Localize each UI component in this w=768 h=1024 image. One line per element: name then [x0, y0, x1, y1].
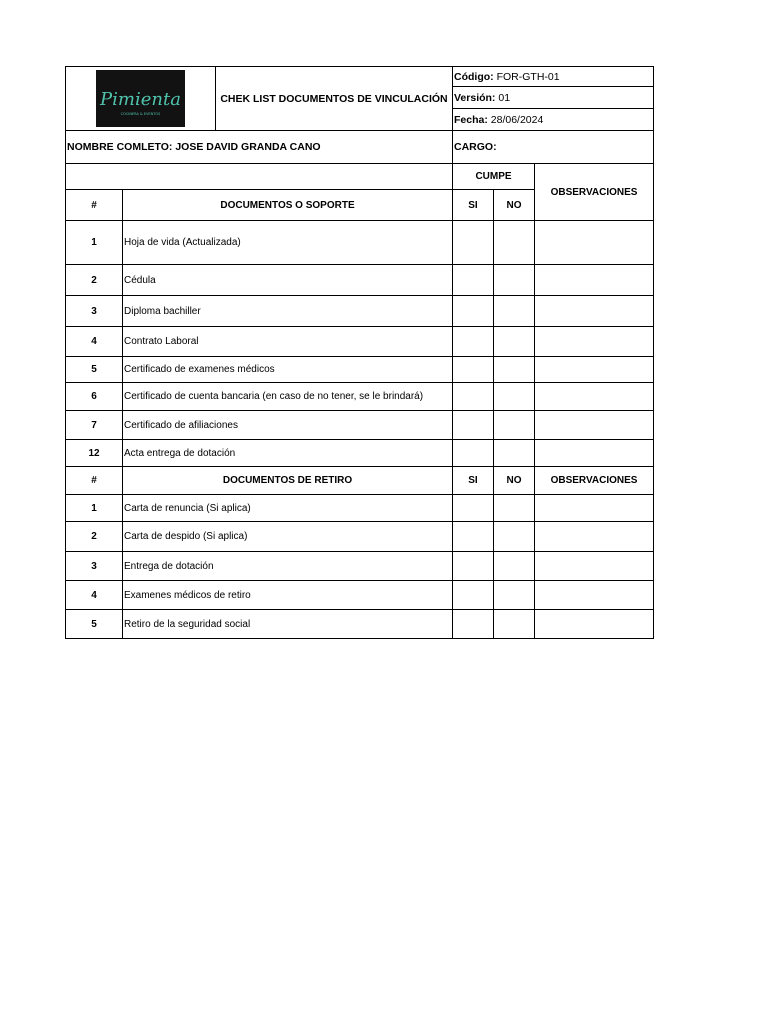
si-cell[interactable]	[453, 610, 494, 639]
table-row	[66, 495, 654, 522]
row-number: 6	[66, 383, 123, 411]
si-cell[interactable]	[453, 495, 494, 522]
no-header: NO	[494, 190, 535, 221]
table-row	[66, 221, 654, 265]
logo-cell	[66, 67, 216, 131]
row-number: 1	[66, 495, 123, 522]
observaciones-cell[interactable]	[535, 552, 654, 581]
table-row	[66, 411, 654, 440]
no-cell[interactable]	[494, 610, 535, 639]
row-number: 2	[66, 265, 123, 296]
no-cell[interactable]	[494, 383, 535, 411]
document-name: Entrega de dotación	[123, 552, 453, 581]
observaciones-cell[interactable]	[535, 265, 654, 296]
table-row	[66, 610, 654, 639]
si-cell[interactable]	[453, 440, 494, 467]
row-number: 4	[66, 581, 123, 610]
observaciones-cell[interactable]	[535, 495, 654, 522]
nombre-value: JOSE DAVID GRANDA CANO	[175, 141, 321, 153]
svg-text:COCINERA & EVENTOS: COCINERA & EVENTOS	[120, 112, 161, 116]
cargo-cell	[453, 131, 654, 164]
document-name: Hoja de vida (Actualizada)	[123, 221, 453, 265]
observaciones-cell[interactable]	[535, 221, 654, 265]
num-header: #	[66, 190, 123, 221]
row-number: 1	[66, 221, 123, 265]
observaciones-header: OBSERVACIONES	[535, 164, 654, 221]
no-cell[interactable]	[494, 327, 535, 357]
table-row	[66, 265, 654, 296]
si-header: SI	[453, 190, 494, 221]
document-name: Acta entrega de dotación	[123, 440, 453, 467]
document-name: Certificado de examenes médicos	[123, 357, 453, 383]
si-cell[interactable]	[453, 221, 494, 265]
version-label: Versión:	[454, 91, 496, 104]
si-cell[interactable]	[453, 581, 494, 610]
pimienta-logo	[96, 70, 185, 127]
checklist-table	[65, 66, 654, 639]
document-name: Certificado de afiliaciones	[123, 411, 453, 440]
si-cell[interactable]	[453, 552, 494, 581]
table-row	[66, 440, 654, 467]
svg-text:Pimienta: Pimienta	[100, 89, 181, 110]
codigo-label: Código:	[454, 70, 494, 83]
si-cell[interactable]	[453, 357, 494, 383]
fecha-value: 28/06/2024	[490, 113, 544, 126]
observaciones-cell[interactable]	[535, 327, 654, 357]
retiro-num-header: #	[66, 467, 123, 495]
si-cell[interactable]	[453, 522, 494, 552]
no-cell[interactable]	[494, 357, 535, 383]
observaciones-cell[interactable]	[535, 610, 654, 639]
observaciones-cell[interactable]	[535, 357, 654, 383]
retiro-documentos-header: DOCUMENTOS DE RETIRO	[123, 467, 453, 495]
nombre-cell	[66, 131, 453, 164]
document-name: Diploma bachiller	[123, 296, 453, 327]
version-cell	[453, 87, 654, 109]
si-cell[interactable]	[453, 265, 494, 296]
documentos-header: DOCUMENTOS O SOPORTE	[123, 190, 453, 221]
observaciones-cell[interactable]	[535, 522, 654, 552]
no-cell[interactable]	[494, 265, 535, 296]
table-row	[66, 552, 654, 581]
document-name: Carta de despido (Si aplica)	[123, 522, 453, 552]
retiro-si-header: SI	[453, 467, 494, 495]
row-number: 2	[66, 522, 123, 552]
document-name: Retiro de la seguridad social	[123, 610, 453, 639]
table-row	[66, 581, 654, 610]
row-number: 5	[66, 610, 123, 639]
row-number: 5	[66, 357, 123, 383]
si-cell[interactable]	[453, 411, 494, 440]
codigo-cell	[453, 67, 654, 87]
row-number: 3	[66, 552, 123, 581]
retiro-header-row	[66, 467, 654, 495]
observaciones-cell[interactable]	[535, 440, 654, 467]
row-number: 12	[66, 440, 123, 467]
table-row	[66, 327, 654, 357]
row-number: 3	[66, 296, 123, 327]
document-title: CHEK LIST DOCUMENTOS DE VINCULACIÓN	[216, 67, 453, 131]
no-cell[interactable]	[494, 440, 535, 467]
table-row	[66, 357, 654, 383]
no-cell[interactable]	[494, 296, 535, 327]
no-cell[interactable]	[494, 522, 535, 552]
cargo-label: CARGO:	[454, 141, 497, 153]
table-row	[66, 296, 654, 327]
observaciones-cell[interactable]	[535, 383, 654, 411]
si-cell[interactable]	[453, 296, 494, 327]
blank-header-cell	[66, 164, 453, 190]
document-name: Carta de renuncia (Si aplica)	[123, 495, 453, 522]
row-number: 4	[66, 327, 123, 357]
document-name: Certificado de cuenta bancaria (en caso de no tener, se le brindará)	[123, 383, 453, 411]
observaciones-cell[interactable]	[535, 411, 654, 440]
cumple-header: CUMPE	[453, 164, 535, 190]
no-cell[interactable]	[494, 411, 535, 440]
observaciones-cell[interactable]	[535, 581, 654, 610]
retiro-observaciones-header: OBSERVACIONES	[535, 467, 654, 495]
retiro-no-header: NO	[494, 467, 535, 495]
document-name: Cédula	[123, 265, 453, 296]
fecha-label: Fecha:	[454, 113, 488, 126]
codigo-value: FOR-GTH-01	[496, 70, 560, 83]
no-cell[interactable]	[494, 221, 535, 265]
document-name: Contrato Laboral	[123, 327, 453, 357]
no-cell[interactable]	[494, 495, 535, 522]
row-number: 7	[66, 411, 123, 440]
si-cell[interactable]	[453, 383, 494, 411]
document-name: Examenes médicos de retiro	[123, 581, 453, 610]
no-cell[interactable]	[494, 581, 535, 610]
nombre-label: NOMBRE COMLETO:	[67, 141, 173, 153]
table-row	[66, 383, 654, 411]
no-cell[interactable]	[494, 552, 535, 581]
version-value: 01	[498, 91, 511, 104]
observaciones-cell[interactable]	[535, 296, 654, 327]
fecha-cell	[453, 109, 654, 131]
table-row	[66, 522, 654, 552]
si-cell[interactable]	[453, 327, 494, 357]
